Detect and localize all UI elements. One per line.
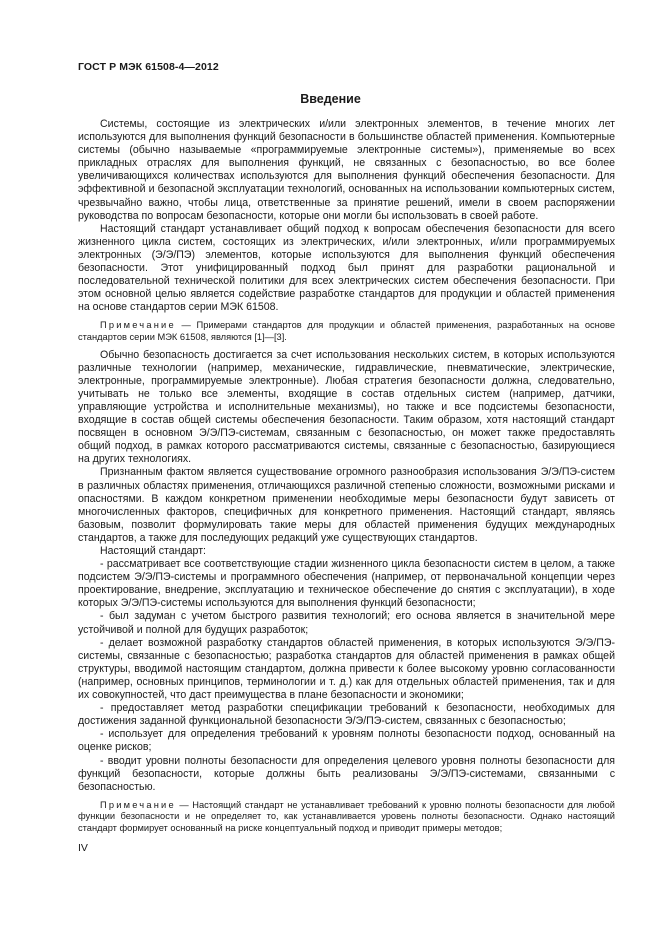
- list-item: - использует для определения требований к уровням полноты безопасности подход, основанный на оценке рисков;: [78, 728, 615, 754]
- paragraph: Признанным фактом является существование огромного разнообразия использования Э/Э/ПЭ-систем в различных областях применения, отличающихся различной степенью сложности, возможными рисками и опасностями. В каждом конкретном применении необходимые меры безопасности будут зависеть от многочисленных факторов, специфичных для конкретного применения. Настоящий стандарт, являясь базовым, позволит формулировать такие меры для областей применения будущих международных стандартов, а также для последующих редакций уже существующих стандартов.: [78, 466, 615, 544]
- note-label: Примечание: [100, 320, 176, 331]
- paragraph: Настоящий стандарт устанавливает общий подход к вопросам обеспечения безопасности для всего жизненного цикла систем, состоящих из электрических, и/или электронных, и/или программируемых электронных (Э/Э/ПЭ) элементов, которые используются для выполнения функций обеспечения безопасности. Этот унифицированный подход был принят для разработки рациональной и последовательной технической политики для всех электрических систем обеспечения безопасности. При этом основной целью является содействие разработке стандартов для продукции и областей применения на основе стандартов серии МЭК 61508.: [78, 222, 615, 314]
- list-item: - вводит уровни полноты безопасности для определения целевого уровня полноты безопасности для функций безопасности, которые должны быть реализованы Э/Э/ПЭ-системами, связанными с безопасностью.: [78, 754, 615, 793]
- note: [78, 320, 615, 343]
- list-item: - делает возможной разработку стандартов областей применения, в которых используются Э/Э/ПЭ-системы, связанные с безопасностью; разработка стандартов для областей применения в рамках общей структуры, вводимой настоящим стандартом, должна привести к более высокому уровню согласованности (например, основных принципов, терминологии и т. д.) как для отдельных областей применения, так и для их совокупностей, что даст преимущества в плане безопасности и экономики;: [78, 636, 615, 702]
- note-text: — Примерами стандартов для продукции и областей применения, разработанных на основе стандартов серии МЭК 61508, являются [1]—[3].: [78, 320, 615, 342]
- paragraph: Обычно безопасность достигается за счет использования нескольких систем, в которых используются различные технологии (например, механические, гидравлические, пневматические, электрические, электронные, программируемые электронные). Любая стратегия безопасности должна, следовательно, учитывать не только все элементы, входящие в состав отдельных систем (например, датчики, управляющие устройства и исполнительные механизмы), но также и все подсистемы безопасности, входящие в состав общей системы обеспечения безопасности. Таким образом, хотя настоящий стандарт посвящен в основном Э/Э/ПЭ-системам, связанным с безопасностью, он может также предоставлять общий подход, в рамках которого рассматриваются системы, связанные с безопасностью, базирующиеся на других технологиях.: [78, 348, 615, 466]
- list-item: - рассматривает все соответствующие стадии жизненного цикла безопасности систем в целом, а также подсистем Э/Э/ПЭ-системы и программного обеспечения (например, от первоначальной концепции через проектирование, внедрение, эксплуатацию и техническое обеспечение до снятия с эксплуатации), в ходе которых Э/Э/ПЭ-системы используются для выполнения функций безопасности;: [78, 558, 615, 610]
- section-title: Введение: [300, 92, 361, 106]
- document-body: [78, 118, 615, 840]
- document-header: ГОСТ Р МЭК 61508-4—2012: [78, 61, 219, 73]
- page-number: IV: [78, 842, 88, 854]
- list-item: - был задуман с учетом быстрого развития технологий; его основа является в значительной мере устойчивой и полной для будущих разработок;: [78, 610, 615, 636]
- note-label: Примечание: [100, 799, 176, 810]
- note-text: — Настоящий стандарт не устанавливает требований к уровню полноты безопасности для любой функции безопасности и не определяет то, как устанавливается уровень полноты безопасности. Однако настоящий стандарт формирует основанный на риске концептуальный подход и приводит примеры методов;: [78, 799, 615, 833]
- list-item: - предоставляет метод разработки спецификации требований к безопасности, необходимых для достижения заданной функциональной безопасности Э/Э/ПЭ-систем, связанных с безопасностью;: [78, 702, 615, 728]
- paragraph: Системы, состоящие из электрических и/или электронных элементов, в течение многих лет используются для выполнения функций безопасности в большинстве областей применения. Компьютерные системы (обычно называемые «программируемые электронные системы»), применяемые во всех прикладных отраслях для выполнения функций, не связанных с безопасностью, во все более увеличивающихся количествах используются для выполнения функций обеспечения безопасности. Для эффективной и безопасной эксплуатации технологий, основанных на использовании компьютерных систем, чрезвычайно важно, чтобы лица, ответственные за принятие решений, имели в своем распоряжении руководства по вопросам безопасности, которые они могли бы использовать в своей работе.: [78, 118, 615, 222]
- paragraph: Настоящий стандарт:: [100, 545, 206, 557]
- note: [78, 800, 615, 835]
